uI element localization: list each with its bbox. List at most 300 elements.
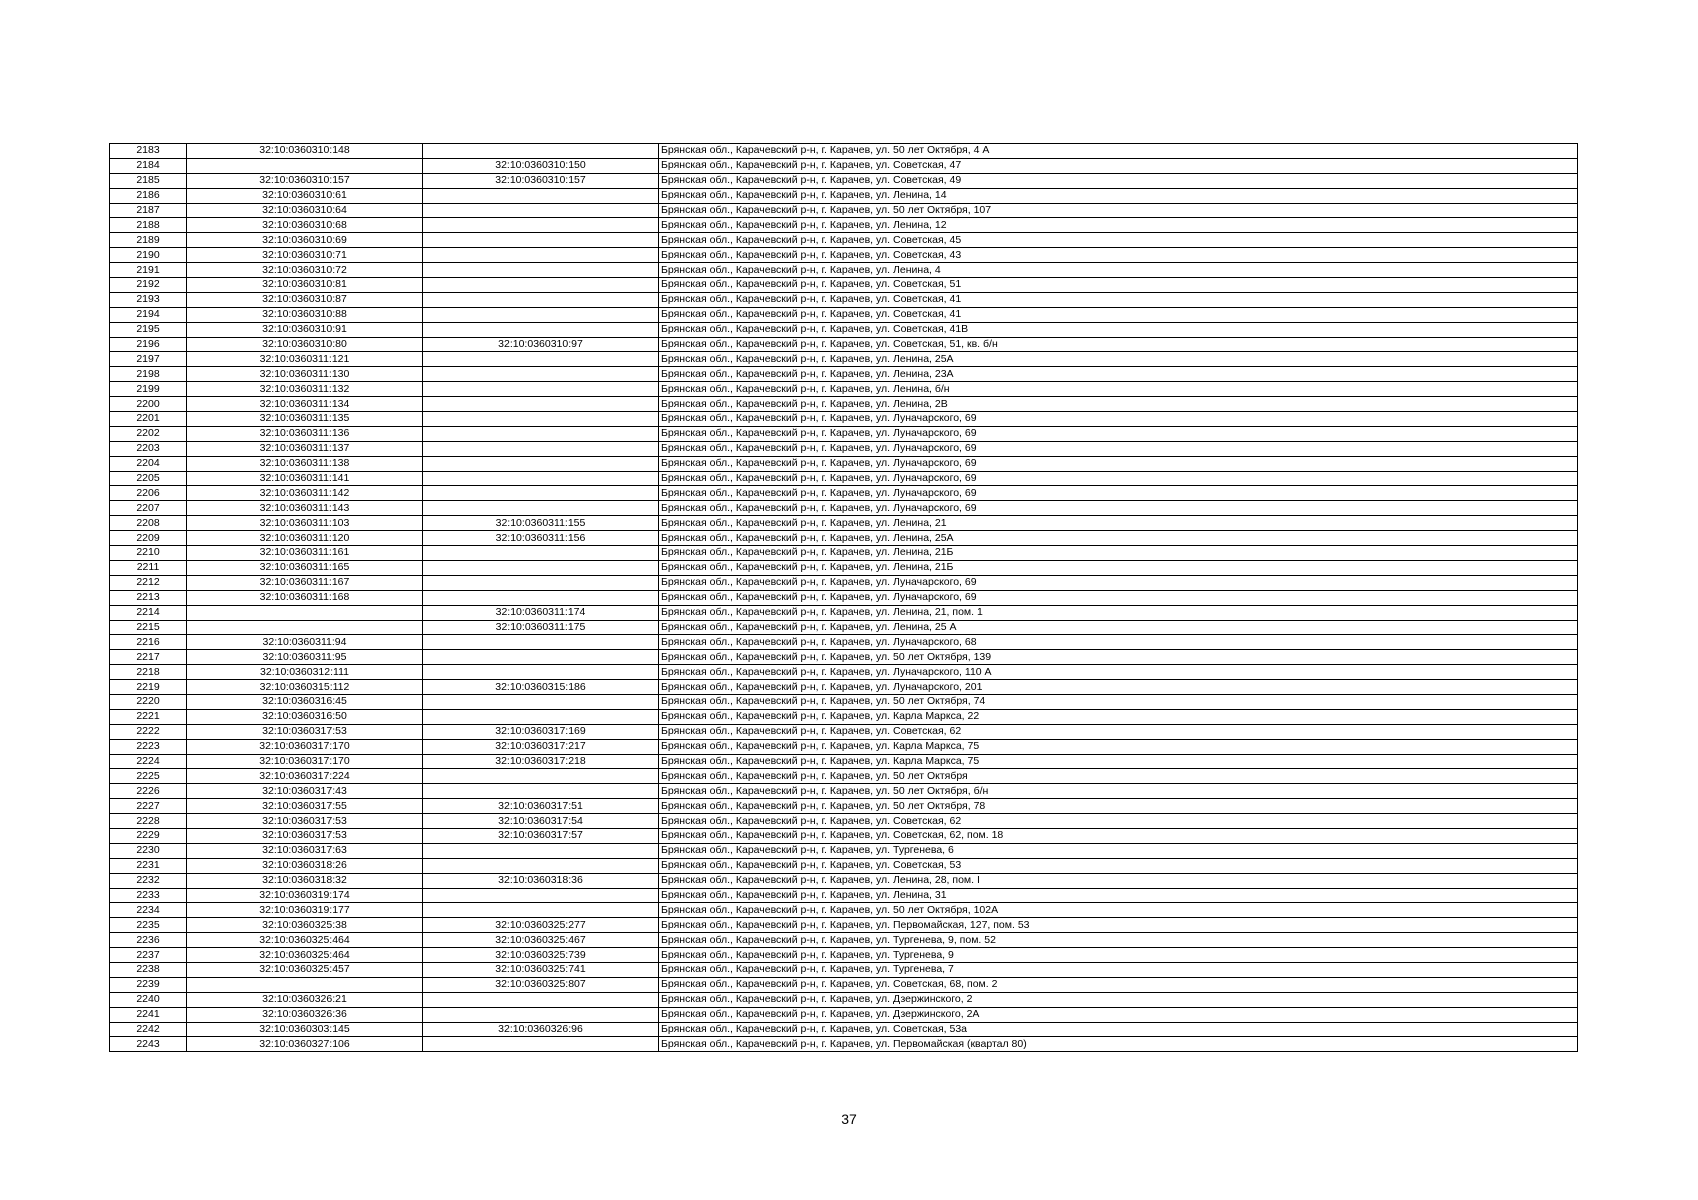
object-cadastral-number-cell <box>423 322 659 337</box>
row-number-cell: 2202 <box>110 426 187 441</box>
table-row <box>110 546 1578 561</box>
address-cell: Брянская обл., Карачевский р-н, г. Карачев, ул. Ленина, 12 <box>659 218 1578 233</box>
object-cadastral-number-cell <box>423 888 659 903</box>
address-cell: Брянская обл., Карачевский р-н, г. Карачев, ул. Первомайская (квартал 80) <box>659 1037 1578 1052</box>
object-cadastral-number-cell: 32:10:0360325:277 <box>423 918 659 933</box>
object-cadastral-number-cell: 32:10:0360317:57 <box>423 828 659 843</box>
address-cell: Брянская обл., Карачевский р-н, г. Карачев, ул. Луначарского, 69 <box>659 575 1578 590</box>
land-cadastral-number-cell: 32:10:0360319:177 <box>187 903 423 918</box>
table-row <box>110 188 1578 203</box>
land-cadastral-number-cell: 32:10:0360317:170 <box>187 754 423 769</box>
table-row <box>110 948 1578 963</box>
address-cell: Брянская обл., Карачевский р-н, г. Карачев, ул. Ленина, 21Б <box>659 546 1578 561</box>
object-cadastral-number-cell: 32:10:0360311:156 <box>423 531 659 546</box>
table-row <box>110 635 1578 650</box>
table-row <box>110 560 1578 575</box>
address-cell: Брянская обл., Карачевский р-н, г. Карачев, ул. Советская, 62, пом. 18 <box>659 828 1578 843</box>
table-row <box>110 203 1578 218</box>
address-cell: Брянская обл., Карачевский р-н, г. Карачев, ул. Карла Маркса, 75 <box>659 739 1578 754</box>
table-row <box>110 903 1578 918</box>
object-cadastral-number-cell: 32:10:0360317:217 <box>423 739 659 754</box>
address-cell: Брянская обл., Карачевский р-н, г. Карачев, ул. Луначарского, 69 <box>659 456 1578 471</box>
land-cadastral-number-cell: 32:10:0360325:457 <box>187 962 423 977</box>
row-number-cell: 2230 <box>110 843 187 858</box>
address-cell: Брянская обл., Карачевский р-н, г. Карачев, ул. 50 лет Октября, 4 А <box>659 144 1578 159</box>
address-cell: Брянская обл., Карачевский р-н, г. Карачев, ул. Советская, 41В <box>659 322 1578 337</box>
address-cell: Брянская обл., Карачевский р-н, г. Карачев, ул. Карла Маркса, 22 <box>659 709 1578 724</box>
row-number-cell: 2215 <box>110 620 187 635</box>
object-cadastral-number-cell: 32:10:0360325:467 <box>423 933 659 948</box>
row-number-cell: 2221 <box>110 709 187 724</box>
land-cadastral-number-cell: 32:10:0360311:120 <box>187 531 423 546</box>
registry-table <box>109 143 1578 1052</box>
table-row <box>110 248 1578 263</box>
address-cell: Брянская обл., Карачевский р-н, г. Карачев, ул. Тургенева, 7 <box>659 962 1578 977</box>
table-row <box>110 456 1578 471</box>
table-row <box>110 739 1578 754</box>
address-cell: Брянская обл., Карачевский р-н, г. Карачев, ул. Советская, 41 <box>659 307 1578 322</box>
address-cell: Брянская обл., Карачевский р-н, г. Карачев, ул. Советская, 45 <box>659 233 1578 248</box>
object-cadastral-number-cell <box>423 709 659 724</box>
land-cadastral-number-cell: 32:10:0360310:157 <box>187 173 423 188</box>
table-row <box>110 367 1578 382</box>
row-number-cell: 2238 <box>110 962 187 977</box>
table-row <box>110 352 1578 367</box>
land-cadastral-number-cell: 32:10:0360317:53 <box>187 724 423 739</box>
row-number-cell: 2234 <box>110 903 187 918</box>
object-cadastral-number-cell <box>423 352 659 367</box>
land-cadastral-number-cell: 32:10:0360311:165 <box>187 560 423 575</box>
land-cadastral-number-cell: 32:10:0360318:32 <box>187 873 423 888</box>
row-number-cell: 2224 <box>110 754 187 769</box>
row-number-cell: 2226 <box>110 784 187 799</box>
row-number-cell: 2213 <box>110 590 187 605</box>
land-cadastral-number-cell: 32:10:0360325:464 <box>187 948 423 963</box>
address-cell: Брянская обл., Карачевский р-н, г. Карачев, ул. Ленина, 23А <box>659 367 1578 382</box>
land-cadastral-number-cell <box>187 605 423 620</box>
address-cell: Брянская обл., Карачевский р-н, г. Карачев, ул. 50 лет Октября, 74 <box>659 694 1578 709</box>
land-cadastral-number-cell: 32:10:0360310:72 <box>187 263 423 278</box>
land-cadastral-number-cell: 32:10:0360312:111 <box>187 665 423 680</box>
land-cadastral-number-cell: 32:10:0360311:94 <box>187 635 423 650</box>
object-cadastral-number-cell <box>423 412 659 427</box>
table-row <box>110 754 1578 769</box>
object-cadastral-number-cell <box>423 843 659 858</box>
row-number-cell: 2195 <box>110 322 187 337</box>
row-number-cell: 2211 <box>110 560 187 575</box>
address-cell: Брянская обл., Карачевский р-н, г. Карачев, ул. Ленина, 14 <box>659 188 1578 203</box>
row-number-cell: 2190 <box>110 248 187 263</box>
object-cadastral-number-cell: 32:10:0360311:174 <box>423 605 659 620</box>
row-number-cell: 2243 <box>110 1037 187 1052</box>
object-cadastral-number-cell: 32:10:0360310:97 <box>423 337 659 352</box>
land-cadastral-number-cell: 32:10:0360317:224 <box>187 769 423 784</box>
row-number-cell: 2194 <box>110 307 187 322</box>
address-cell: Брянская обл., Карачевский р-н, г. Карачев, ул. Советская, 49 <box>659 173 1578 188</box>
table-row <box>110 962 1578 977</box>
table-row <box>110 307 1578 322</box>
land-cadastral-number-cell <box>187 977 423 992</box>
land-cadastral-number-cell: 32:10:0360311:95 <box>187 650 423 665</box>
row-number-cell: 2237 <box>110 948 187 963</box>
address-cell: Брянская обл., Карачевский р-н, г. Карачев, ул. Тургенева, 6 <box>659 843 1578 858</box>
land-cadastral-number-cell: 32:10:0360317:53 <box>187 828 423 843</box>
land-cadastral-number-cell: 32:10:0360310:88 <box>187 307 423 322</box>
land-cadastral-number-cell: 32:10:0360319:174 <box>187 888 423 903</box>
land-cadastral-number-cell: 32:10:0360311:130 <box>187 367 423 382</box>
table-row <box>110 1007 1578 1022</box>
address-cell: Брянская обл., Карачевский р-н, г. Карачев, ул. Луначарского, 69 <box>659 441 1578 456</box>
object-cadastral-number-cell: 32:10:0360315:186 <box>423 680 659 695</box>
address-cell: Брянская обл., Карачевский р-н, г. Карачев, ул. Луначарского, 69 <box>659 590 1578 605</box>
address-cell: Брянская обл., Карачевский р-н, г. Карачев, ул. Ленина, 21, пом. 1 <box>659 605 1578 620</box>
land-cadastral-number-cell: 32:10:0360311:135 <box>187 412 423 427</box>
land-cadastral-number-cell <box>187 158 423 173</box>
address-cell: Брянская обл., Карачевский р-н, г. Карачев, ул. Ленина, 21 <box>659 516 1578 531</box>
object-cadastral-number-cell: 32:10:0360318:36 <box>423 873 659 888</box>
table-row <box>110 575 1578 590</box>
object-cadastral-number-cell <box>423 784 659 799</box>
address-cell: Брянская обл., Карачевский р-н, г. Карачев, ул. Ленина, б/н <box>659 382 1578 397</box>
row-number-cell: 2184 <box>110 158 187 173</box>
address-cell: Брянская обл., Карачевский р-н, г. Карачев, ул. Ленина, 21Б <box>659 560 1578 575</box>
row-number-cell: 2189 <box>110 233 187 248</box>
row-number-cell: 2207 <box>110 501 187 516</box>
object-cadastral-number-cell <box>423 694 659 709</box>
row-number-cell: 2197 <box>110 352 187 367</box>
object-cadastral-number-cell: 32:10:0360317:51 <box>423 799 659 814</box>
object-cadastral-number-cell <box>423 382 659 397</box>
address-cell: Брянская обл., Карачевский р-н, г. Карачев, ул. Дзержинского, 2А <box>659 1007 1578 1022</box>
address-cell: Брянская обл., Карачевский р-н, г. Карачев, ул. Первомайская, 127, пом. 53 <box>659 918 1578 933</box>
table-row <box>110 412 1578 427</box>
table-row <box>110 1037 1578 1052</box>
object-cadastral-number-cell: 32:10:0360311:175 <box>423 620 659 635</box>
address-cell: Брянская обл., Карачевский р-н, г. Карачев, ул. Дзержинского, 2 <box>659 992 1578 1007</box>
table-row <box>110 843 1578 858</box>
row-number-cell: 2198 <box>110 367 187 382</box>
object-cadastral-number-cell <box>423 546 659 561</box>
object-cadastral-number-cell <box>423 426 659 441</box>
row-number-cell: 2201 <box>110 412 187 427</box>
land-cadastral-number-cell: 32:10:0360310:71 <box>187 248 423 263</box>
address-cell: Брянская обл., Карачевский р-н, г. Карачев, ул. Советская, 51, кв. б/н <box>659 337 1578 352</box>
object-cadastral-number-cell: 32:10:0360317:169 <box>423 724 659 739</box>
object-cadastral-number-cell <box>423 441 659 456</box>
table-row <box>110 799 1578 814</box>
address-cell: Брянская обл., Карачевский р-н, г. Карачев, ул. Ленина, 31 <box>659 888 1578 903</box>
address-cell: Брянская обл., Карачевский р-н, г. Карачев, ул. Советская, 41 <box>659 292 1578 307</box>
land-cadastral-number-cell: 32:10:0360316:50 <box>187 709 423 724</box>
object-cadastral-number-cell: 32:10:0360325:741 <box>423 962 659 977</box>
object-cadastral-number-cell <box>423 248 659 263</box>
row-number-cell: 2191 <box>110 263 187 278</box>
address-cell: Брянская обл., Карачевский р-н, г. Карачев, ул. Луначарского, 69 <box>659 471 1578 486</box>
row-number-cell: 2210 <box>110 546 187 561</box>
address-cell: Брянская обл., Карачевский р-н, г. Карачев, ул. 50 лет Октября, б/н <box>659 784 1578 799</box>
row-number-cell: 2239 <box>110 977 187 992</box>
land-cadastral-number-cell: 32:10:0360311:141 <box>187 471 423 486</box>
table-row <box>110 888 1578 903</box>
table-row <box>110 382 1578 397</box>
row-number-cell: 2225 <box>110 769 187 784</box>
row-number-cell: 2212 <box>110 575 187 590</box>
row-number-cell: 2241 <box>110 1007 187 1022</box>
object-cadastral-number-cell <box>423 263 659 278</box>
row-number-cell: 2223 <box>110 739 187 754</box>
object-cadastral-number-cell <box>423 278 659 293</box>
object-cadastral-number-cell: 32:10:0360325:807 <box>423 977 659 992</box>
table-row <box>110 933 1578 948</box>
address-cell: Брянская обл., Карачевский р-н, г. Карачев, ул. Карла Маркса, 75 <box>659 754 1578 769</box>
address-cell: Брянская обл., Карачевский р-н, г. Карачев, ул. Ленина, 25А <box>659 531 1578 546</box>
page-number: 37 <box>841 1111 857 1127</box>
row-number-cell: 2192 <box>110 278 187 293</box>
land-cadastral-number-cell: 32:10:0360317:43 <box>187 784 423 799</box>
address-cell: Брянская обл., Карачевский р-н, г. Карачев, ул. Луначарского, 69 <box>659 486 1578 501</box>
land-cadastral-number-cell: 32:10:0360311:161 <box>187 546 423 561</box>
row-number-cell: 2235 <box>110 918 187 933</box>
row-number-cell: 2222 <box>110 724 187 739</box>
table-row <box>110 650 1578 665</box>
table-row <box>110 263 1578 278</box>
row-number-cell: 2231 <box>110 858 187 873</box>
object-cadastral-number-cell: 32:10:0360310:150 <box>423 158 659 173</box>
object-cadastral-number-cell <box>423 307 659 322</box>
table-row <box>110 441 1578 456</box>
row-number-cell: 2227 <box>110 799 187 814</box>
address-cell: Брянская обл., Карачевский р-н, г. Карачев, ул. Луначарского, 201 <box>659 680 1578 695</box>
row-number-cell: 2220 <box>110 694 187 709</box>
land-cadastral-number-cell: 32:10:0360311:137 <box>187 441 423 456</box>
table-row <box>110 620 1578 635</box>
object-cadastral-number-cell: 32:10:0360326:96 <box>423 1022 659 1037</box>
row-number-cell: 2208 <box>110 516 187 531</box>
table-row <box>110 873 1578 888</box>
object-cadastral-number-cell: 32:10:0360311:155 <box>423 516 659 531</box>
row-number-cell: 2203 <box>110 441 187 456</box>
land-cadastral-number-cell: 32:10:0360310:148 <box>187 144 423 159</box>
registry-table-body <box>110 144 1578 1052</box>
row-number-cell: 2214 <box>110 605 187 620</box>
address-cell: Брянская обл., Карачевский р-н, г. Карачев, ул. 50 лет Октября, 139 <box>659 650 1578 665</box>
row-number-cell: 2228 <box>110 814 187 829</box>
object-cadastral-number-cell <box>423 203 659 218</box>
address-cell: Брянская обл., Карачевский р-н, г. Карачев, ул. Ленина, 2В <box>659 397 1578 412</box>
land-cadastral-number-cell: 32:10:0360310:68 <box>187 218 423 233</box>
object-cadastral-number-cell <box>423 1007 659 1022</box>
address-cell: Брянская обл., Карачевский р-н, г. Карачев, ул. Советская, 62 <box>659 814 1578 829</box>
land-cadastral-number-cell: 32:10:0360311:132 <box>187 382 423 397</box>
address-cell: Брянская обл., Карачевский р-н, г. Карачев, ул. Луначарского, 69 <box>659 426 1578 441</box>
table-row <box>110 501 1578 516</box>
table-row <box>110 471 1578 486</box>
address-cell: Брянская обл., Карачевский р-н, г. Карачев, ул. Луначарского, 69 <box>659 412 1578 427</box>
row-number-cell: 2216 <box>110 635 187 650</box>
address-cell: Брянская обл., Карачевский р-н, г. Карачев, ул. Советская, 53а <box>659 1022 1578 1037</box>
address-cell: Брянская обл., Карачевский р-н, г. Карачев, ул. Советская, 43 <box>659 248 1578 263</box>
object-cadastral-number-cell <box>423 590 659 605</box>
address-cell: Брянская обл., Карачевский р-н, г. Карачев, ул. Ленина, 25 А <box>659 620 1578 635</box>
table-row <box>110 516 1578 531</box>
address-cell: Брянская обл., Карачевский р-н, г. Карачев, ул. Ленина, 25А <box>659 352 1578 367</box>
land-cadastral-number-cell: 32:10:0360310:91 <box>187 322 423 337</box>
address-cell: Брянская обл., Карачевский р-н, г. Карачев, ул. Луначарского, 69 <box>659 501 1578 516</box>
land-cadastral-number-cell: 32:10:0360311:138 <box>187 456 423 471</box>
land-cadastral-number-cell: 32:10:0360311:142 <box>187 486 423 501</box>
land-cadastral-number-cell: 32:10:0360325:38 <box>187 918 423 933</box>
object-cadastral-number-cell <box>423 218 659 233</box>
object-cadastral-number-cell <box>423 903 659 918</box>
object-cadastral-number-cell <box>423 650 659 665</box>
table-row <box>110 858 1578 873</box>
land-cadastral-number-cell: 32:10:0360315:112 <box>187 680 423 695</box>
object-cadastral-number-cell <box>423 992 659 1007</box>
address-cell: Брянская обл., Карачевский р-н, г. Карачев, ул. Советская, 68, пом. 2 <box>659 977 1578 992</box>
land-cadastral-number-cell: 32:10:0360310:69 <box>187 233 423 248</box>
address-cell: Брянская обл., Карачевский р-н, г. Карачев, ул. Советская, 51 <box>659 278 1578 293</box>
row-number-cell: 2183 <box>110 144 187 159</box>
land-cadastral-number-cell: 32:10:0360318:26 <box>187 858 423 873</box>
address-cell: Брянская обл., Карачевский р-н, г. Карачев, ул. 50 лет Октября, 107 <box>659 203 1578 218</box>
address-cell: Брянская обл., Карачевский р-н, г. Карачев, ул. 50 лет Октября <box>659 769 1578 784</box>
land-cadastral-number-cell: 32:10:0360310:64 <box>187 203 423 218</box>
table-row <box>110 233 1578 248</box>
land-cadastral-number-cell: 32:10:0360311:136 <box>187 426 423 441</box>
land-cadastral-number-cell: 32:10:0360311:167 <box>187 575 423 590</box>
table-row <box>110 977 1578 992</box>
table-row <box>110 144 1578 159</box>
table-row <box>110 278 1578 293</box>
land-cadastral-number-cell: 32:10:0360326:21 <box>187 992 423 1007</box>
land-cadastral-number-cell: 32:10:0360311:134 <box>187 397 423 412</box>
land-cadastral-number-cell: 32:10:0360311:103 <box>187 516 423 531</box>
land-cadastral-number-cell: 32:10:0360317:55 <box>187 799 423 814</box>
table-row <box>110 724 1578 739</box>
table-row <box>110 918 1578 933</box>
row-number-cell: 2242 <box>110 1022 187 1037</box>
land-cadastral-number-cell: 32:10:0360326:36 <box>187 1007 423 1022</box>
object-cadastral-number-cell <box>423 501 659 516</box>
land-cadastral-number-cell: 32:10:0360327:106 <box>187 1037 423 1052</box>
row-number-cell: 2236 <box>110 933 187 948</box>
table-row <box>110 218 1578 233</box>
object-cadastral-number-cell <box>423 1037 659 1052</box>
object-cadastral-number-cell <box>423 188 659 203</box>
object-cadastral-number-cell: 32:10:0360325:739 <box>423 948 659 963</box>
table-row <box>110 709 1578 724</box>
land-cadastral-number-cell: 32:10:0360310:87 <box>187 292 423 307</box>
object-cadastral-number-cell <box>423 769 659 784</box>
table-row <box>110 665 1578 680</box>
land-cadastral-number-cell: 32:10:0360303:145 <box>187 1022 423 1037</box>
row-number-cell: 2205 <box>110 471 187 486</box>
table-row <box>110 605 1578 620</box>
address-cell: Брянская обл., Карачевский р-н, г. Карачев, ул. Луначарского, 68 <box>659 635 1578 650</box>
address-cell: Брянская обл., Карачевский р-н, г. Карачев, ул. Ленина, 28, пом. I <box>659 873 1578 888</box>
object-cadastral-number-cell <box>423 397 659 412</box>
land-cadastral-number-cell: 32:10:0360317:53 <box>187 814 423 829</box>
table-row <box>110 814 1578 829</box>
table-row <box>110 680 1578 695</box>
row-number-cell: 2188 <box>110 218 187 233</box>
land-cadastral-number-cell: 32:10:0360310:81 <box>187 278 423 293</box>
table-row <box>110 828 1578 843</box>
row-number-cell: 2218 <box>110 665 187 680</box>
row-number-cell: 2196 <box>110 337 187 352</box>
address-cell: Брянская обл., Карачевский р-н, г. Карачев, ул. Советская, 62 <box>659 724 1578 739</box>
object-cadastral-number-cell: 32:10:0360317:218 <box>423 754 659 769</box>
object-cadastral-number-cell <box>423 292 659 307</box>
object-cadastral-number-cell <box>423 858 659 873</box>
address-cell: Брянская обл., Карачевский р-н, г. Карачев, ул. 50 лет Октября, 78 <box>659 799 1578 814</box>
row-number-cell: 2199 <box>110 382 187 397</box>
row-number-cell: 2219 <box>110 680 187 695</box>
land-cadastral-number-cell: 32:10:0360316:45 <box>187 694 423 709</box>
row-number-cell: 2233 <box>110 888 187 903</box>
table-row <box>110 337 1578 352</box>
land-cadastral-number-cell <box>187 620 423 635</box>
address-cell: Брянская обл., Карачевский р-н, г. Карачев, ул. Луначарского, 110 А <box>659 665 1578 680</box>
land-cadastral-number-cell: 32:10:0360311:143 <box>187 501 423 516</box>
object-cadastral-number-cell <box>423 635 659 650</box>
address-cell: Брянская обл., Карачевский р-н, г. Карачев, ул. 50 лет Октября, 102А <box>659 903 1578 918</box>
land-cadastral-number-cell: 32:10:0360317:63 <box>187 843 423 858</box>
table-row <box>110 531 1578 546</box>
object-cadastral-number-cell <box>423 233 659 248</box>
row-number-cell: 2193 <box>110 292 187 307</box>
table-row <box>110 426 1578 441</box>
row-number-cell: 2186 <box>110 188 187 203</box>
address-cell: Брянская обл., Карачевский р-н, г. Карачев, ул. Тургенева, 9, пом. 52 <box>659 933 1578 948</box>
object-cadastral-number-cell <box>423 367 659 382</box>
object-cadastral-number-cell <box>423 665 659 680</box>
land-cadastral-number-cell: 32:10:0360311:168 <box>187 590 423 605</box>
table-row <box>110 769 1578 784</box>
row-number-cell: 2185 <box>110 173 187 188</box>
object-cadastral-number-cell <box>423 486 659 501</box>
row-number-cell: 2229 <box>110 828 187 843</box>
table-row <box>110 694 1578 709</box>
object-cadastral-number-cell: 32:10:0360317:54 <box>423 814 659 829</box>
row-number-cell: 2232 <box>110 873 187 888</box>
object-cadastral-number-cell <box>423 456 659 471</box>
table-row <box>110 486 1578 501</box>
row-number-cell: 2187 <box>110 203 187 218</box>
table-row <box>110 397 1578 412</box>
table-row <box>110 1022 1578 1037</box>
address-cell: Брянская обл., Карачевский р-н, г. Карачев, ул. Ленина, 4 <box>659 263 1578 278</box>
land-cadastral-number-cell: 32:10:0360311:121 <box>187 352 423 367</box>
table-row <box>110 322 1578 337</box>
table-row <box>110 158 1578 173</box>
row-number-cell: 2206 <box>110 486 187 501</box>
table-row <box>110 590 1578 605</box>
land-cadastral-number-cell: 32:10:0360325:464 <box>187 933 423 948</box>
row-number-cell: 2200 <box>110 397 187 412</box>
object-cadastral-number-cell <box>423 575 659 590</box>
object-cadastral-number-cell: 32:10:0360310:157 <box>423 173 659 188</box>
object-cadastral-number-cell <box>423 560 659 575</box>
address-cell: Брянская обл., Карачевский р-н, г. Карачев, ул. Советская, 53 <box>659 858 1578 873</box>
table-row <box>110 292 1578 307</box>
table-row <box>110 784 1578 799</box>
row-number-cell: 2204 <box>110 456 187 471</box>
row-number-cell: 2217 <box>110 650 187 665</box>
land-cadastral-number-cell: 32:10:0360310:61 <box>187 188 423 203</box>
land-cadastral-number-cell: 32:10:0360310:80 <box>187 337 423 352</box>
object-cadastral-number-cell <box>423 471 659 486</box>
